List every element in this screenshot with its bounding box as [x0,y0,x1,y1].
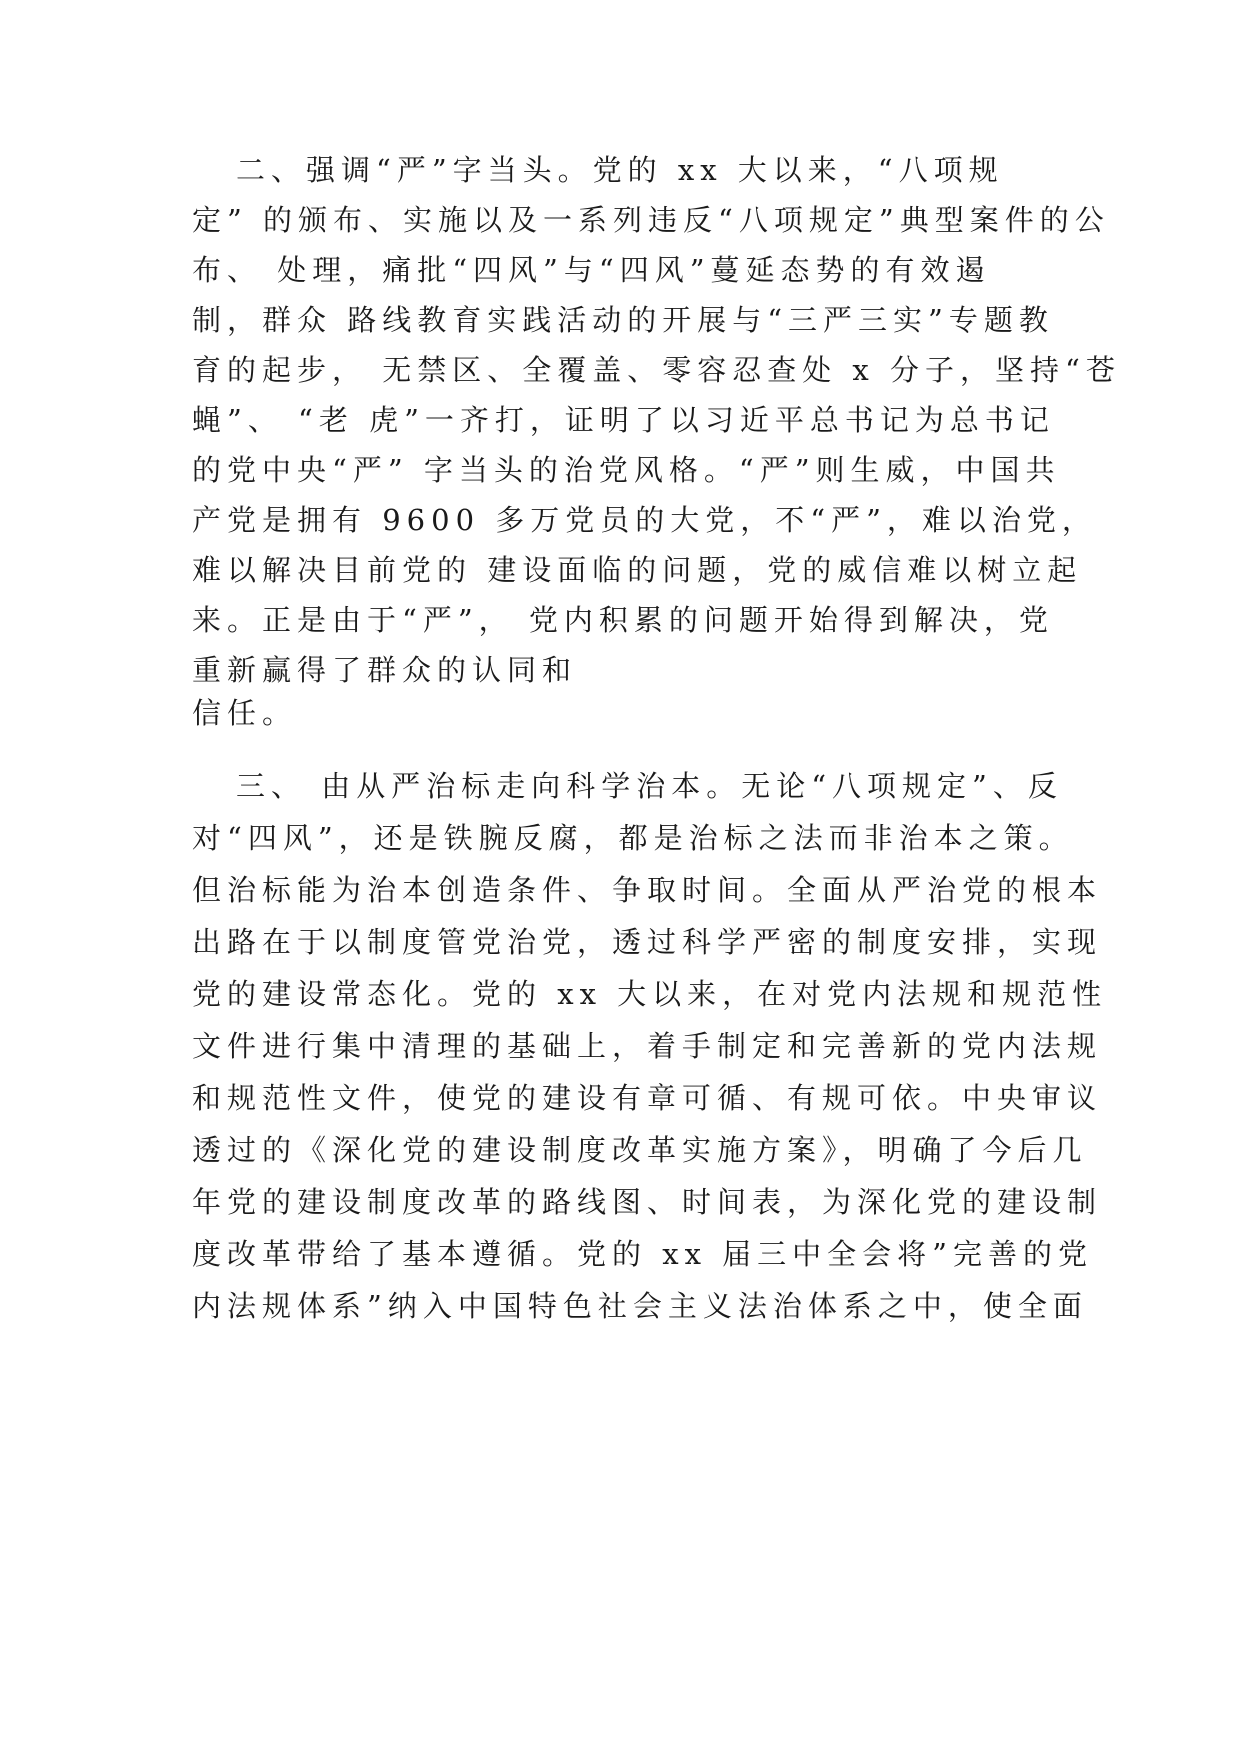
paragraph-3-line-5: 党的建设常态化。党的 xx 大以来，在对党内法规和规范性 [192,977,1108,1011]
paragraph-3-line-11: 内法规体系”纳入中国特色社会主义法治体系之中，使全面 [192,1289,1088,1323]
paragraph-3-line-3: 但治标能为治本创造条件、争取时间。全面从严治党的根本 [192,873,1103,907]
paragraph-2-line-6: 蝇”、 “老 虎”一齐打，证明了以习近平总书记为总书记 [192,403,1055,437]
paragraph-3-line-8: 透过的《深化党的建设制度改革实施方案》，明确了今后几 [192,1133,1088,1167]
paragraph-2-line-7: 的党中央“严” 字当头的治党风格。“严”则生威，中国共 [192,453,1061,487]
paragraph-2-line-11: 重新赢得了群众的认同和 [192,653,578,687]
paragraph-2-line-1: 二、强调“严”字当头。党的 xx 大以来，“八项规 [236,153,1004,187]
paragraph-2-line-8: 产党是拥有 9600 多万党员的大党，不“严”，难以治党， [192,503,1097,537]
paragraph-2-line-12: 信任。 [192,696,298,730]
paragraph-2-line-5: 育的起步， 无禁区、全覆盖、零容忍查处 x 分子，坚持“苍 [192,353,1121,387]
paragraph-2-line-4: 制，群众 路线教育实践活动的开展与“三严三实”专题教 [192,303,1054,337]
paragraph-3-line-7: 和规范性文件，使党的建设有章可循、有规可依。中央审议 [192,1081,1103,1115]
paragraph-3-line-10: 度改革带给了基本遵循。党的 xx 届三中全会将”完善的党 [192,1237,1093,1271]
paragraph-3-line-4: 出路在于以制度管党治党，透过科学严密的制度安排，实现 [192,925,1103,959]
paragraph-2-line-3: 布、 处理，痛批“四风”与“四风”蔓延态势的有效遏 [192,253,991,287]
paragraph-3-line-6: 文件进行集中清理的基础上，着手制定和完善新的党内法规 [192,1029,1103,1063]
paragraph-2-line-9: 难以解决目前党的 建设面临的问题，党的威信难以树立起 [192,553,1083,587]
paragraph-2-line-2: 定” 的颁布、实施以及一系列违反“八项规定”典型案件的公 [192,203,1110,237]
paragraph-2-line-10: 来。正是由于“严”， 党内积累的问题开始得到解决，党 [192,603,1054,637]
paragraph-3-line-9: 年党的建设制度改革的路线图、时间表，为深化党的建设制 [192,1185,1103,1219]
paragraph-3-line-1: 三、 由从严治标走向科学治本。无论“八项规定”、反 [236,769,1063,803]
paragraph-3-line-2: 对“四风”，还是铁腕反腐，都是治标之法而非治本之策。 [192,821,1074,855]
